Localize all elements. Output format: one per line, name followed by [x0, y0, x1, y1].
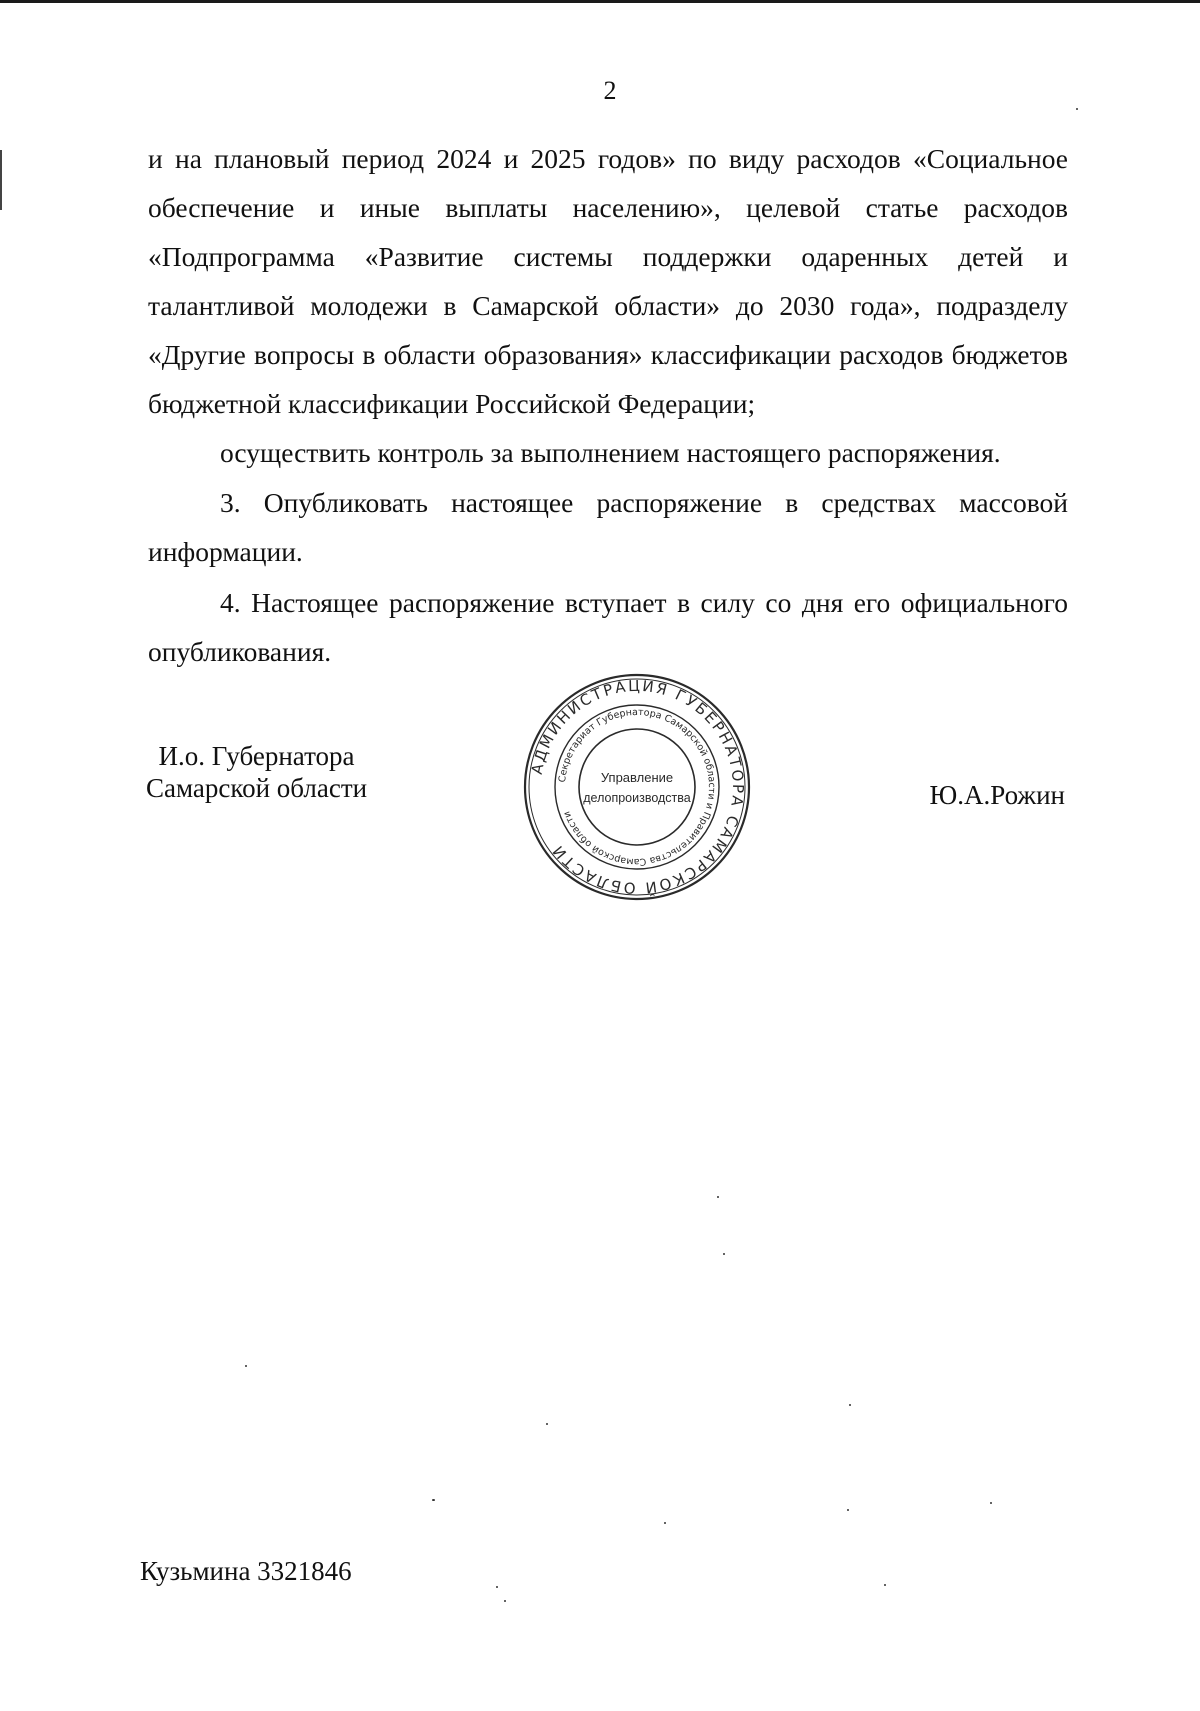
paragraph-text: и на плановый период 2024 и 2025 годов» по виду расходов «Социальное обеспечение и иные выплаты населению», целевой статье расходов «Подпрограмма «Развитие системы поддержки одаренных детей и талантливой молодежи в Самарской области» до 2030 года», подразделу «Другие вопросы в области образования» классификации расходов бюджетов бюджетной классификации Российской Федерации;: [148, 143, 1068, 419]
stamp-center-line2: делопроизводства: [583, 791, 691, 805]
scan-speck: [723, 1253, 725, 1255]
signer-position-line2: Самарской области: [146, 773, 368, 803]
scan-speck: [884, 1584, 886, 1586]
body-paragraph-continuation: [148, 134, 1068, 428]
stamp-center-line1: Управление: [600, 770, 674, 785]
scan-speck: [504, 1600, 506, 1602]
top-edge-line: [0, 0, 1200, 3]
scan-speck: [546, 1423, 548, 1425]
signer-position: [146, 740, 367, 804]
item-4-effective: [148, 578, 1068, 676]
official-stamp: [522, 672, 752, 902]
scan-speck: [849, 1404, 851, 1406]
signer-name: Ю.А.Рожин: [929, 780, 1065, 810]
item-3-text: 3. Опубликовать настоящее распоряжение в средствах массовой информации.: [148, 487, 1068, 567]
control-clause: [148, 428, 1068, 477]
scan-speck: [432, 1499, 435, 1501]
left-scan-mark: [0, 150, 2, 210]
stamp-inner-ring: [579, 729, 695, 845]
scan-speck: [1076, 108, 1078, 110]
executor-note: Кузьмина 3321846: [140, 1556, 352, 1586]
scan-speck: [664, 1522, 666, 1524]
scan-speck: [717, 1196, 719, 1198]
signer-position-line1: И.о. Губернатора: [158, 741, 355, 771]
scan-speck: [245, 1365, 247, 1367]
scan-speck: [847, 1509, 849, 1511]
stamp-outer-text: АДМИНИСТРАЦИЯ ГУБЕРНАТОРА САМАРСКОЙ ОБЛАСТИ: [527, 676, 748, 898]
stamp-inner-text: Секретариат Губернатора Самарской области и Правительства Самарской области: [557, 706, 718, 868]
page-number: 2: [603, 76, 617, 105]
item-4-text: 4. Настоящее распоряжение вступает в силу со дня его официального опубликования.: [148, 587, 1068, 667]
control-clause-text: осуществить контроль за выполнением настоящего распоряжения.: [220, 437, 1001, 468]
scan-speck: [496, 1586, 498, 1588]
item-3-publish: [148, 478, 1068, 576]
scan-speck: [990, 1502, 992, 1504]
